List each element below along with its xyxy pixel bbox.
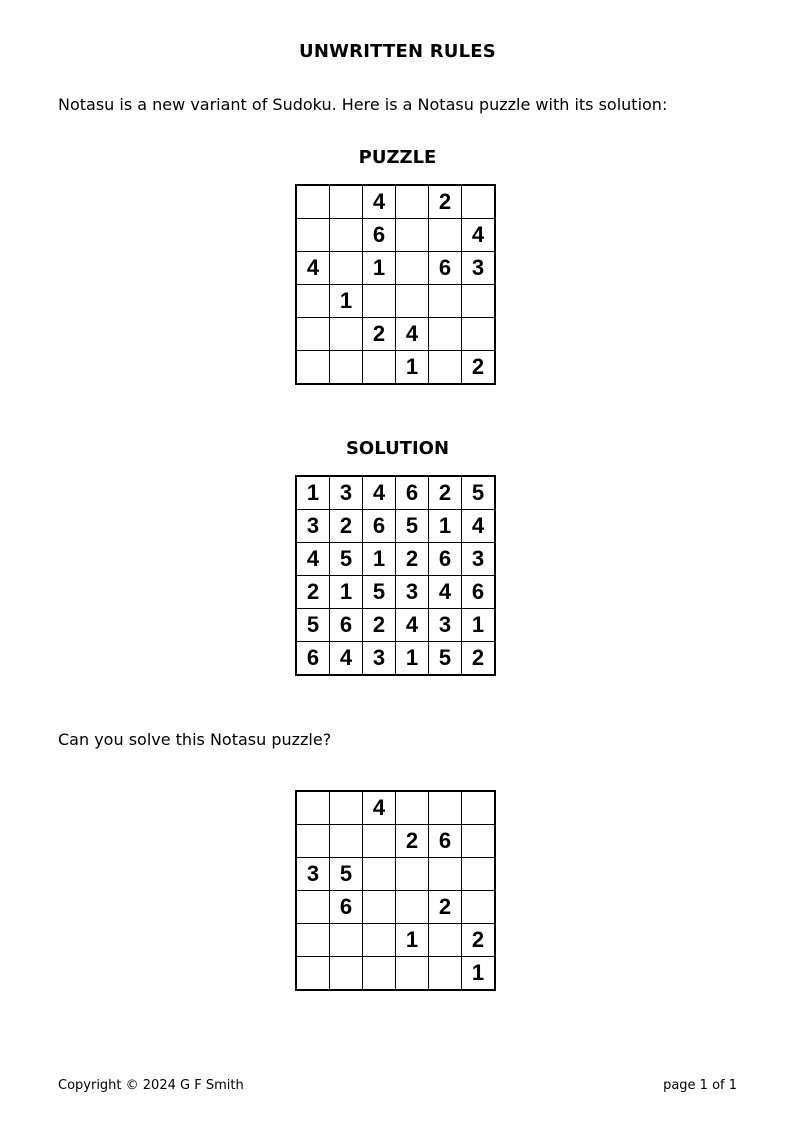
grid-row — [296, 543, 495, 576]
grid-cell: 6 — [330, 891, 363, 924]
grid-cell: 5 — [363, 576, 396, 609]
grid-row — [296, 351, 495, 385]
grid-cell — [296, 924, 330, 957]
grid-cell: 4 — [396, 318, 429, 351]
grid-cell: 5 — [462, 476, 496, 510]
grid-cell — [363, 924, 396, 957]
grid-cell: 1 — [396, 924, 429, 957]
grid-cell: 2 — [429, 891, 462, 924]
grid-cell: 1 — [396, 351, 429, 385]
grid-row — [296, 825, 495, 858]
grid-cell — [330, 957, 363, 991]
grid-cell: 1 — [330, 576, 363, 609]
grid-cell — [429, 957, 462, 991]
grid-cell — [363, 957, 396, 991]
grid-cell — [363, 351, 396, 385]
grid-cell: 2 — [429, 185, 462, 219]
grid-cell — [296, 351, 330, 385]
grid-cell — [296, 318, 330, 351]
grid-cell: 6 — [363, 219, 396, 252]
challenge-grid — [295, 790, 496, 991]
grid-cell: 6 — [396, 476, 429, 510]
grid-row — [296, 285, 495, 318]
grid-cell: 1 — [296, 476, 330, 510]
grid-cell — [429, 285, 462, 318]
grid-cell — [296, 957, 330, 991]
grid-cell — [462, 791, 496, 825]
grid-cell: 4 — [462, 219, 496, 252]
grid-cell — [330, 318, 363, 351]
grid-cell: 2 — [462, 924, 496, 957]
grid-row — [296, 609, 495, 642]
grid-cell — [296, 285, 330, 318]
grid-row — [296, 252, 495, 285]
grid-cell — [296, 185, 330, 219]
grid-cell — [363, 825, 396, 858]
grid-cell — [396, 285, 429, 318]
grid-cell: 1 — [429, 510, 462, 543]
grid-cell — [363, 891, 396, 924]
grid-cell: 6 — [429, 825, 462, 858]
grid-cell: 4 — [296, 252, 330, 285]
grid-cell: 2 — [429, 476, 462, 510]
solution-grid — [295, 475, 496, 676]
copyright-text: Copyright © 2024 G F Smith — [58, 1078, 244, 1093]
grid-cell: 1 — [396, 642, 429, 676]
grid-cell — [330, 924, 363, 957]
intro-text: Notasu is a new variant of Sudoku. Here is a Notasu puzzle with its solution: — [58, 95, 668, 114]
grid-cell — [396, 185, 429, 219]
grid-cell: 1 — [363, 543, 396, 576]
grid-cell — [429, 318, 462, 351]
grid-cell: 4 — [363, 476, 396, 510]
grid-cell: 3 — [330, 476, 363, 510]
grid-cell: 4 — [330, 642, 363, 676]
grid-cell: 4 — [429, 576, 462, 609]
grid-row — [296, 219, 495, 252]
grid-cell: 6 — [462, 576, 496, 609]
grid-cell — [429, 924, 462, 957]
puzzle-grid — [295, 184, 496, 385]
grid-cell — [396, 957, 429, 991]
grid-cell — [330, 351, 363, 385]
grid-cell — [330, 219, 363, 252]
grid-cell — [462, 185, 496, 219]
grid-cell: 4 — [296, 543, 330, 576]
grid-cell — [462, 825, 496, 858]
grid-cell — [396, 219, 429, 252]
grid-cell — [396, 858, 429, 891]
grid-cell: 6 — [429, 252, 462, 285]
grid-cell: 6 — [429, 543, 462, 576]
grid-row — [296, 185, 495, 219]
grid-cell — [330, 791, 363, 825]
grid-cell — [429, 791, 462, 825]
grid-cell: 2 — [462, 642, 496, 676]
challenge-prompt: Can you solve this Notasu puzzle? — [58, 730, 332, 749]
grid-cell: 3 — [396, 576, 429, 609]
grid-cell — [396, 791, 429, 825]
grid-cell: 2 — [330, 510, 363, 543]
grid-row — [296, 318, 495, 351]
grid-cell: 3 — [462, 252, 496, 285]
grid-cell — [296, 791, 330, 825]
grid-cell: 5 — [429, 642, 462, 676]
grid-cell — [396, 252, 429, 285]
grid-row — [296, 576, 495, 609]
grid-row — [296, 642, 495, 676]
grid-cell — [363, 285, 396, 318]
grid-cell: 1 — [462, 957, 496, 991]
grid-cell: 4 — [363, 185, 396, 219]
grid-cell: 1 — [330, 285, 363, 318]
grid-cell: 5 — [330, 543, 363, 576]
grid-cell — [429, 858, 462, 891]
grid-row — [296, 858, 495, 891]
grid-cell — [462, 285, 496, 318]
grid-cell — [429, 351, 462, 385]
grid-cell: 6 — [296, 642, 330, 676]
grid-cell — [462, 858, 496, 891]
grid-row — [296, 510, 495, 543]
grid-cell — [330, 185, 363, 219]
grid-cell: 3 — [429, 609, 462, 642]
grid-cell — [396, 891, 429, 924]
grid-cell — [296, 825, 330, 858]
grid-cell — [429, 219, 462, 252]
grid-cell: 5 — [296, 609, 330, 642]
grid-cell: 2 — [363, 318, 396, 351]
page-number: page 1 of 1 — [663, 1078, 737, 1093]
grid-cell — [296, 219, 330, 252]
grid-cell: 2 — [396, 543, 429, 576]
grid-cell — [363, 858, 396, 891]
grid-cell: 5 — [330, 858, 363, 891]
grid-cell: 3 — [296, 858, 330, 891]
grid-cell — [330, 825, 363, 858]
grid-cell: 4 — [462, 510, 496, 543]
grid-row — [296, 957, 495, 991]
grid-cell: 6 — [330, 609, 363, 642]
grid-cell — [296, 891, 330, 924]
solution-heading: SOLUTION — [345, 438, 450, 459]
grid-cell: 1 — [363, 252, 396, 285]
grid-cell: 4 — [363, 791, 396, 825]
grid-cell: 4 — [396, 609, 429, 642]
grid-cell: 2 — [462, 351, 496, 385]
grid-cell: 6 — [363, 510, 396, 543]
grid-row — [296, 791, 495, 825]
grid-cell: 5 — [396, 510, 429, 543]
grid-cell — [462, 318, 496, 351]
grid-row — [296, 891, 495, 924]
grid-row — [296, 924, 495, 957]
puzzle-heading: PUZZLE — [358, 147, 437, 168]
grid-row — [296, 476, 495, 510]
grid-cell: 3 — [296, 510, 330, 543]
page-title: UNWRITTEN RULES — [299, 41, 496, 62]
grid-cell: 2 — [296, 576, 330, 609]
grid-cell: 3 — [462, 543, 496, 576]
grid-cell: 2 — [396, 825, 429, 858]
grid-cell: 3 — [363, 642, 396, 676]
grid-cell — [330, 252, 363, 285]
grid-cell: 2 — [363, 609, 396, 642]
grid-cell: 1 — [462, 609, 496, 642]
grid-cell — [462, 891, 496, 924]
